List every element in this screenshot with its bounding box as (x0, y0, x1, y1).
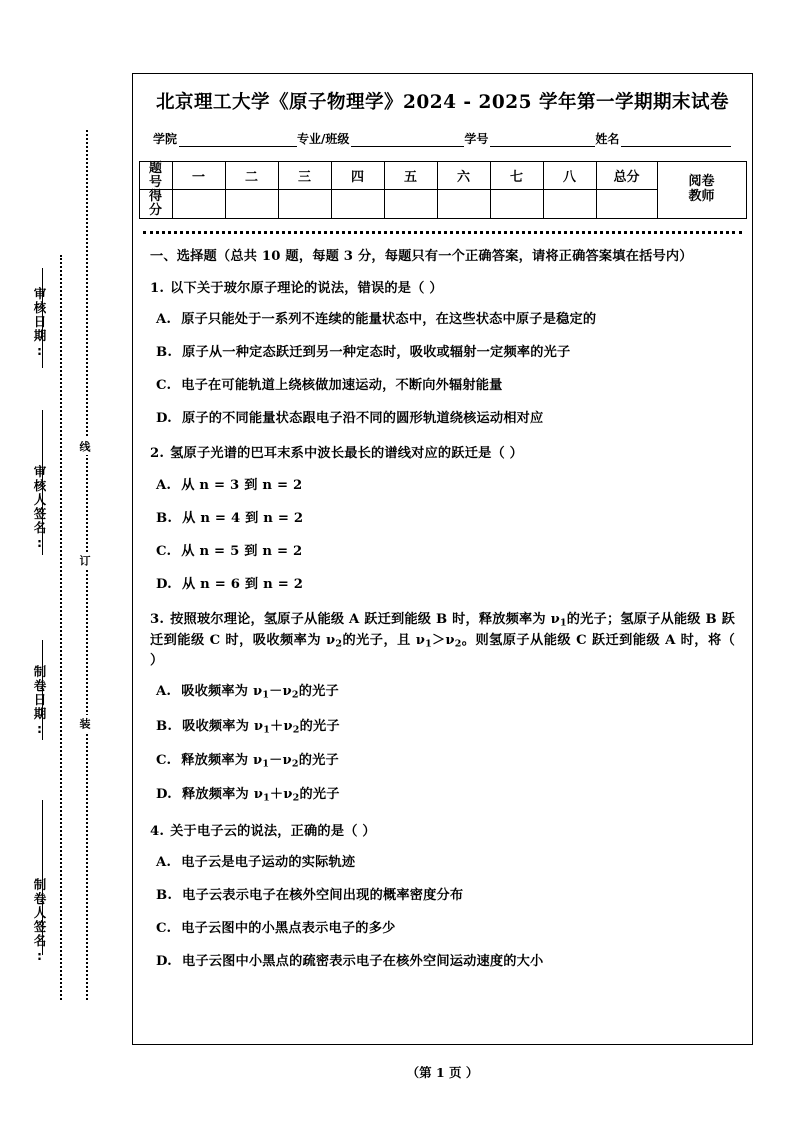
name-input-line[interactable] (621, 133, 731, 147)
question-1-number: 1. (150, 280, 165, 296)
question-4-option-c-text: 电子云图中的小黑点表示电子的多少 (181, 921, 396, 937)
question-1-option-b-text: 原子从一种定态跃迁到另一种定态时，吸收或辐射一定频率的光子 (182, 344, 571, 360)
question-3-text: 按照玻尔理论，氢原子从能级 A 跃迁到能级 B 时，释放频率为 $\nu_1$的光子；氢原子从能级 B 跃迁到能级 C 时，吸收频率为 $\nu_2$的光子，且 $\nu_1>\nu_2$。则氢原子从能级 C 跃迁到能级 A 时，将（ ） (150, 612, 735, 668)
college-input-line[interactable] (179, 133, 297, 147)
question-4-number: 4. (150, 823, 165, 839)
score-col-head-1: 一 (172, 162, 225, 190)
score-cell-6[interactable] (437, 190, 490, 218)
binding-dotted-line-outer (60, 255, 62, 1000)
paper-maker-signature-label: 制卷人签名: (32, 878, 47, 965)
question-number-label-line1: 题 (148, 161, 162, 176)
question-block-1 (150, 279, 735, 429)
question-4-option-a-text: 电子云是电子运动的实际轨迹 (181, 854, 356, 870)
score-cell-8[interactable] (543, 190, 596, 218)
question-3-option-b-text: 吸收频率为 $\nu_1+\nu_2$的光子 (182, 718, 340, 736)
score-cell-total[interactable] (596, 190, 657, 218)
major-class-label: 专业/班级 (297, 132, 350, 146)
question-2-option-b-text: 从 n = 4 到 n = 2 (182, 510, 304, 526)
major-class-field[interactable] (297, 130, 464, 147)
question-1-option-c-text: 电子在可能轨道上绕核做加速运动，不断向外辐射能量 (181, 378, 503, 394)
question-4-option-a[interactable] (156, 853, 735, 872)
binding-mark-bind: 装 (79, 715, 90, 732)
question-2-stem (150, 444, 735, 463)
student-id-label: 学号 (464, 132, 489, 146)
binding-mark-line: 线 (79, 438, 90, 455)
grading-teacher-label-line1: 阅卷 (688, 173, 715, 189)
question-1-option-c[interactable] (156, 376, 735, 395)
question-3-option-d-label: D. (156, 787, 172, 803)
question-1-option-a-label: A. (156, 311, 172, 327)
question-3-option-c-label: C. (156, 752, 172, 768)
question-3-option-c-text: 释放频率为 $\nu_1-\nu_2$的光子 (181, 752, 339, 770)
question-1-option-d-text: 原子的不同能量状态跟电子沿不同的圆形轨道绕核运动相对应 (181, 411, 544, 427)
score-cell-5[interactable] (384, 190, 437, 218)
exam-page-frame (132, 73, 753, 1045)
score-col-head-3: 三 (278, 162, 331, 190)
review-date-label: 审核日期: (32, 287, 47, 360)
question-4-option-c-label: C. (156, 921, 172, 937)
score-cell-3[interactable] (278, 190, 331, 218)
major-class-input-line[interactable] (351, 133, 464, 147)
question-2-option-a-label: A. (156, 477, 172, 493)
question-2-option-d[interactable] (156, 575, 735, 594)
score-row-label-line2: 分 (148, 202, 162, 218)
question-1-text: 以下关于玻尔原子理论的说法，错误的是（ ） (170, 280, 443, 296)
binding-mark-staple: 订 (79, 552, 90, 569)
college-label: 学院 (153, 132, 178, 146)
question-1-stem (150, 279, 735, 298)
name-label: 姓名 (595, 132, 620, 146)
score-cell-7[interactable] (490, 190, 543, 218)
score-col-head-6: 六 (437, 162, 490, 190)
question-3-number: 3. (150, 612, 165, 628)
question-3-option-a-label: A. (156, 684, 172, 700)
score-col-head-7: 七 (490, 162, 543, 190)
question-3-option-b[interactable] (156, 717, 735, 737)
question-block-3 (150, 610, 735, 806)
reviewer-signature-label: 审核人签名: (32, 465, 47, 552)
question-4-text: 关于电子云的说法，正确的是（ ） (170, 823, 376, 839)
question-number-row-label (139, 162, 172, 190)
question-1-option-b[interactable] (156, 343, 735, 362)
exam-body (150, 247, 735, 972)
question-4-option-d-text: 电子云图中小黑点的疏密表示电子在核外空间运动速度的大小 (181, 954, 544, 970)
question-3-option-d-text: 释放频率为 $\nu_1+\nu_2$的光子 (181, 787, 340, 805)
question-2-option-c-text: 从 n = 5 到 n = 2 (181, 543, 303, 559)
question-3-option-a-text: 吸收频率为 $\nu_1-\nu_2$的光子 (181, 684, 339, 701)
question-4-option-b-label: B. (156, 888, 173, 904)
page-title: 北京理工大学《原子物理学》2024 - 2025 学年第一学期期末试卷 (156, 92, 729, 113)
question-2-option-d-text: 从 n = 6 到 n = 2 (181, 576, 304, 592)
question-4-option-a-label: A. (156, 854, 172, 870)
student-identity-row (153, 130, 738, 147)
section-divider (143, 231, 742, 234)
question-3-option-d[interactable] (156, 785, 735, 805)
page-footer: （第 1 页 ） (406, 1065, 479, 1080)
score-cell-2[interactable] (225, 190, 278, 218)
question-4-option-b[interactable] (156, 886, 735, 905)
question-3-option-b-label: B. (156, 718, 173, 734)
left-margin-annotations (0, 0, 132, 1122)
grading-teacher-cell[interactable] (657, 162, 746, 219)
question-2-option-c-label: C. (156, 543, 172, 559)
question-number-label-line2: 号 (148, 174, 162, 190)
name-field[interactable] (595, 130, 731, 147)
question-4-option-d[interactable] (156, 952, 735, 971)
student-id-input-line[interactable] (490, 133, 595, 147)
question-2-option-b-label: B. (156, 510, 173, 526)
question-3-option-a[interactable] (156, 682, 735, 702)
question-block-4 (150, 822, 735, 972)
question-2-option-a-text: 从 n = 3 到 n = 2 (181, 477, 303, 493)
question-4-stem (150, 822, 735, 841)
score-row-label-line1: 得 (148, 189, 162, 205)
score-col-head-2: 二 (225, 162, 278, 190)
question-3-option-c[interactable] (156, 751, 735, 771)
score-col-head-8: 八 (543, 162, 596, 190)
question-1-option-d-label: D. (156, 411, 172, 427)
question-4-option-b-text: 电子云表示电子在核外空间出现的概率密度分布 (182, 888, 464, 904)
question-2-option-d-label: D. (156, 576, 172, 592)
question-1-option-a-text: 原子只能处于一系列不连续的能量状态中，在这些状态中原子是稳定的 (181, 311, 597, 327)
question-1-option-b-label: B. (156, 344, 173, 360)
score-row-label (139, 190, 172, 218)
grading-teacher-label-line2: 教师 (688, 188, 715, 204)
question-2-option-c[interactable] (156, 542, 735, 561)
score-cell-1[interactable] (172, 190, 225, 218)
question-block-2 (150, 444, 735, 594)
score-col-head-5: 五 (384, 162, 437, 190)
question-3-stem (150, 610, 735, 670)
question-4-option-d-label: D. (156, 954, 172, 970)
question-4-option-c[interactable] (156, 919, 735, 938)
paper-date-label: 制卷日期: (32, 665, 47, 738)
college-field[interactable] (153, 130, 297, 147)
score-table-header-row (139, 162, 746, 190)
question-2-option-b[interactable] (156, 509, 735, 528)
question-1-option-c-label: C. (156, 378, 172, 394)
score-col-head-4: 四 (331, 162, 384, 190)
question-2-number: 2. (150, 446, 165, 462)
question-1-option-a[interactable] (156, 310, 735, 329)
score-col-head-total: 总分 (596, 162, 657, 190)
score-cell-4[interactable] (331, 190, 384, 218)
question-2-option-a[interactable] (156, 476, 735, 495)
section-heading: 一、选择题（总共 10 题，每题 3 分，每题只有一个正确答案，请将正确答案填在括号内） (150, 248, 693, 264)
student-id-field[interactable] (464, 130, 595, 147)
score-table (139, 161, 747, 219)
question-2-text: 氢原子光谱的巴耳末系中波长最长的谱线对应的跃迁是（ ） (170, 446, 524, 462)
question-1-option-d[interactable] (156, 409, 735, 428)
score-table-value-row (139, 190, 746, 218)
